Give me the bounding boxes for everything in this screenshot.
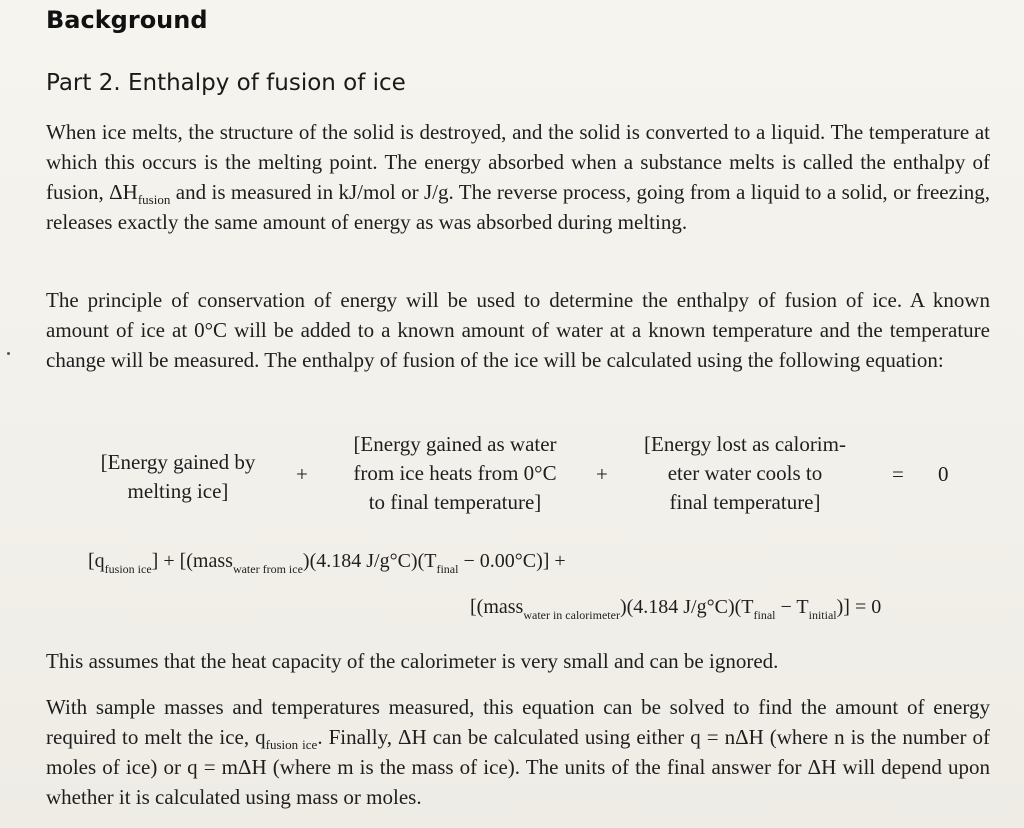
paragraph-conservation: The principle of conservation of energy will be used to determine the enthalpy of fusion of ice. A known amount of ice at 0°C will be added to a known amount of water at a known temperature and the temperature change will be measured. The enthalpy of fusion of the ice will be calculated using the following equation: <box>46 288 990 372</box>
equation-zero: 0 <box>938 462 949 486</box>
f2-part-b: )(4.184 J/g°C)(T <box>619 596 754 618</box>
section-heading: Background <box>46 6 208 34</box>
f2-sub-b: final <box>753 608 776 622</box>
formula-line-2 <box>470 596 882 622</box>
p1-text-a: When ice melts, the structure of the solid is destroyed, and the solid is converted to a liquid. The temperature at which this occurs is the melting point. The energy absorbed when a substance melts is called the enthalpy of fusion, <box>46 120 990 204</box>
f2-part-d: )] = 0 <box>836 596 882 618</box>
f1-part-a: [q <box>88 550 105 572</box>
plus-sign-2: + <box>596 462 608 486</box>
delta-h-symbol: ΔH <box>109 180 138 204</box>
term3-line3: final temperature] <box>669 490 821 514</box>
term3-line2: eter water cools to <box>667 461 823 485</box>
f2-part-a: [(mass <box>470 596 524 618</box>
equals-sign: = <box>892 462 904 486</box>
term1-line1: [Energy gained by <box>100 450 256 474</box>
f1-part-b: ] + [(mass <box>151 550 233 572</box>
part-heading: Part 2. Enthalpy of fusion of ice <box>46 70 406 96</box>
plus-sign-1: + <box>296 462 308 486</box>
p1-text-b: and is measured in kJ/mol or J/g. The reverse process, going from a liquid to a solid, or freezing, releases exactly the same amount of energy as was absorbed during melting. <box>46 180 990 234</box>
f1-part-c: )(4.184 J/g°C)(T <box>302 550 437 572</box>
paragraph-solving <box>46 692 990 812</box>
term1-line2: melting ice] <box>127 479 229 503</box>
margin-dot <box>7 352 10 355</box>
term2-line1: [Energy gained as water <box>353 432 557 456</box>
f2-sub-c: initial <box>808 608 837 622</box>
paragraph-assumption: This assumes that the heat capacity of the calorimeter is very small and can be ignored. <box>46 649 779 673</box>
term2-line3: to final temperature] <box>368 490 542 514</box>
p4-text-a: With sample masses and temperatures measured, this equation can be solved to find the amount of energy required to melt the ice, <box>46 695 990 749</box>
paragraph-enthalpy-intro <box>46 117 990 237</box>
word-equation-term-2 <box>330 430 580 517</box>
term3-line1: [Energy lost as calorim- <box>644 432 846 456</box>
f1-sub-c: final <box>436 562 459 576</box>
f1-part-d: − 0.00°C)] + <box>458 550 566 572</box>
f2-sub-a: water in calorimeter <box>523 608 620 622</box>
f1-sub-a: fusion ice <box>104 562 152 576</box>
delta-h-subscript: fusion <box>137 192 171 207</box>
formula-line-1 <box>88 550 566 576</box>
word-equation-term-1 <box>78 448 278 506</box>
q-subscript: fusion ice <box>265 737 318 752</box>
word-equation-term-3 <box>620 430 870 517</box>
term2-line2: from ice heats from 0°C <box>353 461 557 485</box>
f1-sub-b: water from ice <box>232 562 303 576</box>
q-symbol: q <box>255 725 266 749</box>
f2-part-c: − T <box>775 596 809 618</box>
p4-text-b: . Finally, ΔH can be calculated using either q = nΔH (where n is the number of moles of ice) or q = mΔH (where m is the mass of ice). The units of the final answer for ΔH will depend upon whether it is calculated using mass or moles. <box>46 725 990 809</box>
